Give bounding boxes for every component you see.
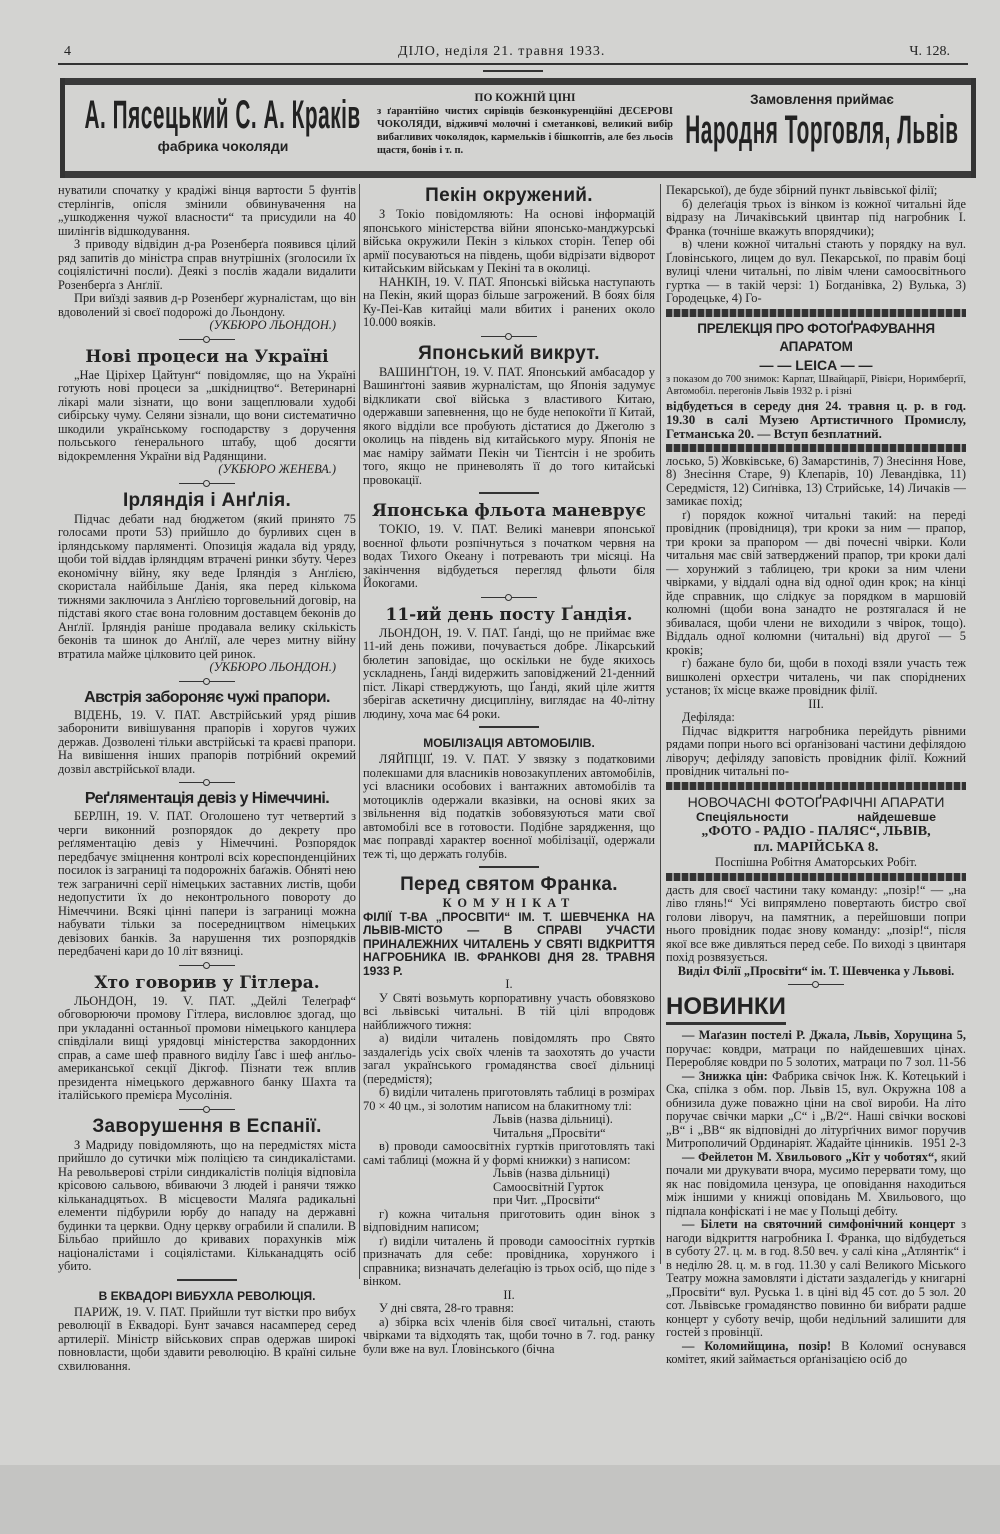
section-title: НОВИНКИ [666, 992, 786, 1025]
news-item [666, 1029, 966, 1070]
article-paragraph: Підчас дебати над бюджетом (який принято 75 голосами проти 53) прийшло до бурливих сцен в ірляндському парляменті. Опозиція жадала від уряду, щоби той віддав ірляндцям втрачені ринки збуту. Через економічну війну, яку веде Ірляндія з Анґлією, скористала найбільше Данія, яка перед кількома тижнями заключила з Анґлією торговельний договір, на підставі якого стає вона головним доставцем беконів до Анґлії. Ірляндія раніше продавала велику скількість беконів та шинок до Анґлії, але через митну війну втратила майже цілковито цей ринок. [58, 511, 356, 661]
article-headline: Хто говорив у Гітлера. [94, 972, 320, 993]
ad-tagline-right: найдешевше [857, 809, 936, 824]
article-source: (УКБЮРО ЛЬОНДОН.) [209, 318, 336, 332]
article-paragraph: Підчас відкриття нагробника перейдуть рівними рядами попри нього всі орґанізовані частини дефілядою ліворуч; дефіляду заповість провідник філії. Кожний провідник читальні по- [666, 723, 966, 778]
ad-border [666, 873, 966, 881]
news-lead: — Маґазин постелі Р. Джала, Львів, Хорущина 5, [682, 1028, 966, 1042]
signature: Виділ Філії „Просвіти“ ім. Т. Шевченка у Львові. [677, 963, 955, 978]
section-number: III. [808, 696, 824, 711]
ad-border [666, 444, 966, 452]
communique-subtitle: ФІЛІЇ Т-ВА „ПРОСВІТИ“ ІМ. Т. ШЕВЧЕНКА НА ЛЬВІВ-МІСТО — В СПРАВІ УЧАСТИ ПРИНАЛЕЖНИХ ЧИТАЛЕНЬ У СВЯТІ ВІДКРИТТЯ НАГРОБНИКА ІВ. ФРАНКОВІ ДНЯ 28. ТРАВНЯ 1933 Р. [363, 909, 655, 978]
ad-brand: А. Пясецький С. А. Краків [84, 93, 362, 137]
article-paragraph: г) бажане було би, щоби в поході взяли участь теж вишколені орхестри читалень, чи пак споріднених установ; їх місце вкаже провідник філії. [666, 656, 966, 697]
placard-text [363, 1113, 655, 1140]
leica-lecture-advertisement [666, 309, 966, 452]
article-headline: Ірляндія і Анґлія. [122, 489, 292, 511]
ad-schedule: відбудеться в середу дня 24. травня ц. р. в год. 19.30 в салі Музею Артистичного Промислу, Гетманська 20. — Вступ безплатний. [666, 397, 966, 441]
placard-line: при Чит. „Просвіти“ [493, 1193, 601, 1207]
article-paragraph: При виїзді заявив д-р Розенберґ журналістам, що він вдоволений зі своєї подорожі до Льондону. [58, 291, 356, 319]
chocolate-advertisement [60, 78, 976, 178]
news-text: який почали ми друкувати вчора, мусимо перервати тому, що як нас повідомила цензура, це оповідання находиться між іншими у книжці оповідань М. Хвильового, що підпала конфіскаті і не має у Польщі дебіту. [666, 1149, 966, 1218]
article-paragraph: в) члени кожної читальні стають у порядку на вул. Ґловінського, лицем до вул. Пекарської, по правім боці вулиці члени читальні, по лівім члени самоосвітнього гуртка — в такій черзі: 1) Богданівка, 2) Вулька, 3) Городецьке, 4) Го- [666, 237, 966, 305]
article-paragraph: ПАРИЖ, 19. V. ПАТ. Прийшли тут вістки про вибух революції в Еквадорі. Бунт зачався насамперед серед артилерії. Міністр військових справ одержав широкі повновласти, щоби здавити революцію. В країні сильне схвилювання. [58, 1304, 356, 1373]
ad-mid-title: ПО КОЖНІЙ ЦІНІ [474, 92, 576, 104]
article-paragraph: а) виділи читалень повідомлять про Свято заздалегідь усіх своїх членів та заохотять до участи загал українського громадянства своєї дільниці (передмістя); [363, 1031, 655, 1086]
section-number: I. [505, 977, 513, 991]
placard-line: Львів (назва дільниці). [493, 1112, 613, 1126]
separator-ornament [58, 675, 356, 687]
ad-brand: — — LEICA — — [759, 356, 873, 373]
ad-description [377, 92, 673, 157]
article-headline: 11-ий день посту Ґандія. [385, 604, 633, 625]
article-headline: Перед святом Франка. [400, 874, 618, 895]
news-lead: — Білети на святочний симфонічний концерт [682, 1217, 956, 1231]
ad-brand-sub: фабрика чоколяди [157, 138, 289, 154]
news-lead: — Знижка цін: [682, 1068, 768, 1083]
placard-line: Львів (назва дільниці) [493, 1166, 610, 1180]
article-paragraph: „Нае Ціріхер Цайтунґ“ повідомляє, що на Україні готують нові процеси за „шкідництво“. Ветеринарні лікарі мали зізнати, що вони защеплювали худобі сибірську чуму. Селяни зізнали, що вони систематично шкодили українському господарству з доручення польського ґенерального штабу, щоб досягти відокремлення України від Радянщини. [58, 367, 356, 463]
ad-shop-name: „ФОТО - РАДІО - ПАЛЯС“, ЛЬВІВ, [701, 824, 931, 839]
article-paragraph: ЛЬОНДОН, 19. V. ПАТ. „Дейлі Телеґраф“ обговорюючи промову Гітлера, висловлює здогад, що при укладанні останньої промови німецького канцлера співділали вищі урядовці міністерства закордонних справ, а саме шеф правного виділу Ґавс і шеф анґльо-американської секції Дікгоф. Пізнати теж вплив президента німецького державного банку Шахта та італійського премієра Мусолінія. [58, 993, 356, 1102]
ad-brand-block [73, 92, 373, 154]
column-divider [660, 184, 661, 1264]
column-2 [363, 184, 655, 1464]
news-text: Фабрика свічок Інж. К. Котецький і Ска, спілка з обм. пор. Львів 15, вул. Окружна 108 а обнизила дуже поважно ціни на свої вироби. На літо поручає свічки марки „С“ і „В/2“. Наші свічки воскові „В“ і „ВВ“ як відповідні до літурґічних вимог поручив Митрополичий Ординаріят. Жадайте цінників. [666, 1068, 966, 1150]
article-paragraph: Пекарської), де буде збірний пункт львівської філії; [666, 184, 938, 197]
news-item [666, 1218, 966, 1340]
article-headline: Реґляментація девіз у Німеччині. [84, 790, 330, 807]
article-headline: Японський викрут. [418, 342, 600, 364]
ad-address: пл. МАРІЙСЬКА 8. [753, 840, 879, 855]
article-paragraph: З Мадриду повідомляють, що на передмістях міста прийшло до сутички між поліцією та синдикалістами. На револьверові стріли синдикалістів поліція відповіла крісовою сальвою, вбиваючи 3 людей і ранячи тяжко кільканадцятьох. В місцевости Маляґа радикальні елементи підбурили юрбу до нападу на державні будинки та церкви. Одну церкву ограбили й спалили. В Більбао прийшло до кривавих порахунків між націоналістами і соціялістами. Кільканадцять осіб убито. [58, 1137, 356, 1273]
issue-number: Ч. 128. [909, 44, 950, 59]
news-text: з нагоди відкриття нагробника І. Франка, що відбудеться в суботу 27. ц. м. в год. 8.50 веч. у салі кіна „Атлянтік“ і в неділю 28. ц. м. в год. 11.30 у салі Великого Міського Театру можна замовляти і дістати заздалегідь у книгарні „Просвіти“ вул. Руська 1. в ціні від 45 сот. до 5 зол. 20 сот. Львівське громадянство повинно би вибрати радше концерт у суботу вечір, щоби недільний залишити для гостей з провінції. [666, 1217, 966, 1339]
article-paragraph: ЛЯЙПЦІҐ, 19. V. ПАТ. У звязку з податковими полекшами для власників новозакуплених автомобілів, усі власники особових і вантажних автомобілів та мотоциклів одержали вказівки, на основі яких за звільнення від податків зобовязуються мати свої автомобілі все в готовости. Подібне зарядження, що має поправді характер воєнної мобілізації, одержали теж ті, що держать голубів. [363, 752, 655, 861]
article-paragraph: в) проводи самоосвітніх гуртків приготовлять такі самі таблиці (можна й у формі книжки) з написом: [363, 1139, 655, 1167]
photo-shop-advertisement [666, 782, 966, 881]
article-paragraph: б) делеґація трьох із вінком із кожної читальні йде відразу на Личаківський цвинтар під нагробник І. Франка (точніше вкажуть впорядчики); [666, 196, 966, 238]
separator-ornament [666, 978, 966, 990]
separator-ornament [58, 776, 356, 788]
news-lead: — Фейлетон М. Хвильового „Кіт у чоботях“, [682, 1149, 938, 1164]
article-paragraph: З приводу відвідин д-ра Розенберґа появився цілий ряд запитів до міністра справ внутрішніх (зголосили їх соціялістичні посли). Деякі з послів жадали видалити Розенберґа з Анґлії. [58, 237, 356, 292]
separator-rule [363, 721, 655, 733]
ad-orders-block [677, 92, 967, 153]
placard-line: Самоосвітній Гурток [493, 1179, 604, 1194]
article-paragraph: лосько, 5) Жовківське, 6) Замарстинів, 7) Знесіння Нове, 8) Знесіння Старе, 9) Клепарів, 10) Левандівка, 11) Середмістя, 12) Сиґнівка, 13) Стрийське, 14) Личаків — замикає похід; [666, 453, 966, 508]
article-paragraph: ЛЬОНДОН, 19. V. ПАТ. Ґанді, що не приймає вже 11-ий день поживи, почувається добре. Лікарський бюлетин заповідає, що оскільки не буде якихось ускладнень, Ґанді видержить заповіджений 21-денний піст. Лікарі стверджують, що Ґанді, який ціле життя зберігав аскетичну дисципліну, виглядає на 40-літну людину, хоча має 64 роки. [363, 625, 655, 721]
article-paragraph: ТОКІО, 19. V. ПАТ. Великі маневри японської воєнної фльоти розпічнуться з початком червня на водах Тихого Океану і потревають три місяці. На закінчення відбудеться перегляд фльоти біля Йокогами. [363, 522, 655, 590]
ad-orders-label: Замовлення приймає [750, 92, 894, 107]
separator-ornament [363, 591, 655, 603]
article-paragraph: БЕРЛІН, 19. V. ПАТ. Оголошено тут четвертий з черги виконний розпорядок до декрету про реґляментацію девіз у Німеччині. Розпорядок передбачує зміцнення контролі всіх кореспонденційних посилок із заграниці та подорожніх баґажів. Обняті нею теж заграничні серії німецьких заставних листів, щоби недопустити їх до неконтрольного повороту до Німеччини. Всякі цінні папери із заграниці можна набувати тільки за посередництвом німецьких девізових банків. За нарушення тих розпорядків передбачені кари до 10 літ вязниці. [58, 809, 356, 958]
news-item [666, 1151, 966, 1219]
separator-rule [363, 861, 655, 873]
ad-code: 11-56 [937, 1055, 966, 1069]
article-paragraph: г) кожна читальня приготовить один вінок з відповідним написом; [363, 1206, 655, 1234]
article-paragraph: Дефіляда: [682, 710, 735, 724]
news-lead: — Коломийщина, позір! [682, 1338, 832, 1353]
separator-ornament [58, 477, 356, 489]
article-paragraph: ґ) виділи читалень й проводи самоосітніх гуртків призначать для себе: провідника, хорунжого і справника; визначать делеґацію із трьох осіб, що піде з вінком. [363, 1233, 655, 1288]
article-source: (УКБЮРО ЖЕНЕВА.) [218, 462, 336, 476]
page-number: 4 [64, 44, 71, 59]
ad-orders-company: Народня Торговля, Львів [685, 108, 959, 152]
article-paragraph: ВАШИНҐТОН, 19. V. ПАТ. Японський амбасадор у Вашинґтоні заявив журналістам, що Японія задумує відкликати свої війська з властивого Китаю, одержавши запевнення, що не буде непокоїти її Китай, якого відділи все пробують дістатися до Джеголю з околиць на південь від китайського муру. Японія не має наміру займати Пекін чи Тієнтсін і не зробить того, якщо не приневолять її до того китайські провокації. [363, 364, 655, 487]
header-rule [58, 63, 968, 77]
article-headline: В ЕКВАДОРІ ВИБУХЛА РЕВОЛЮЦІЯ. [98, 1288, 316, 1303]
news-item [666, 1070, 966, 1151]
ad-code: 1951 2-3 [921, 1136, 966, 1150]
page-header [58, 44, 968, 62]
ad-border [666, 309, 966, 317]
section-number: II. [503, 1287, 515, 1302]
news-item [666, 1340, 966, 1367]
ad-title: НОВОЧАСНІ ФОТОҐРАФІЧНІ АПАРАТИ [687, 793, 945, 810]
article-headline: Австрія забороняє чужі прапори. [84, 688, 330, 706]
article-paragraph: а) збірка всіх членів біля своєї читальні, стають чвірками та відходять так, щоби точно в 7. год. ранку були вже на вул. Ґловінського (бічна [363, 1314, 655, 1356]
ad-border [666, 782, 966, 790]
separator-ornament [58, 1103, 356, 1115]
placard-line: Читальня „Просвіти“ [493, 1125, 606, 1140]
article-paragraph: У дні свята, 28-го травня: [379, 1301, 514, 1315]
placard-text [363, 1167, 655, 1208]
separator-ornament [58, 959, 356, 971]
column-divider [359, 184, 360, 1279]
page-bottom-margin [0, 1465, 1000, 1534]
news-text: В Коломиї оснувався комітет, який займається орґанізацією осіб до [666, 1338, 966, 1366]
article-headline: Нові процеси на Україні [85, 346, 329, 367]
communique-title: КОМУНІКАТ [442, 896, 576, 910]
article-paragraph: У Святі возьмуть корпоративну участь обовязково всі львівські читальні. В тій цілі впродовж найближчого тижня: [363, 990, 655, 1032]
ad-service: Поспішна Робітня Аматорських Робіт. [715, 855, 917, 869]
article-headline: Заворушення в Еспанії. [92, 1115, 322, 1137]
separator-ornament [58, 333, 356, 345]
separator-ornament [363, 330, 655, 342]
news-text: поручає: ковдри, матраци по найдешевших цінах. Переробляє ковдри по 5 золотих, матраци по 7 зол. [666, 1041, 966, 1069]
article-paragraph: З Токіо повідомляють: На основі інформацій японського міністерства війни японсько-манджурські війська окружили Пекін з кількох сторін. Тепер обі армії посуваються на південь, щоби відрізати відворот китайським військам у Пекіні та в околиці. [363, 207, 655, 275]
article-headline: Японська фльота маневрує [372, 501, 646, 521]
ad-mid-text: з ґарантійно чистих сирівців безконкуренційні ДЕСЕРОВІ ЧОКОЛЯДИ, відживчі молочні і сметанкові, великий вибір вибагливих чоколядок, кармельків і бішкоптів, але без льосів щастя, бонів і т. п. [377, 106, 673, 156]
ad-tagline-row [666, 811, 966, 825]
ad-details: з показом до 700 знимок: Карпат, Швайцарії, Рівієри, Норимберґії, Автомобіл. перегонів Львів 1932 р. і різні [666, 373, 966, 397]
article-paragraph: НАНКІН, 19. V. ПАТ. Японські війська наступають на Пекін, який щораз більше загрожений. В боях біля Ку-Пеі-Кав китайці мали вбитих і ранених около 10.000 вояків. [363, 274, 655, 329]
article-paragraph: ґ) порядок кожної читальні такий: на переді провідник (провідниця), три кроки за ним — прапор, три кроки за прапором — дві почесні чвірки. Коли читальня має свій затверджений прапор, три кроки далі — хорунжий з таблицею, три кроки за ним члени чвірками, у віддалі одна від одної один крок; на кінці йде справник, що слідкує за порядком в маршовій колюмні (щоби вона занадто не розтягалася й не збивалася, щоби члени не виходили з чвірок, тощо). Віддаль одної колюмни (читальні) від другої — 5 кроків; [666, 507, 966, 657]
separator-rule [58, 1274, 356, 1286]
ad-tagline-left: Спеціяльности [696, 809, 789, 824]
article-source: (УКБЮРО ЛЬОНДОН.) [209, 660, 336, 674]
separator-rule [363, 487, 655, 499]
column-1 [58, 184, 356, 1459]
column-3 [666, 184, 966, 1454]
article-paragraph: б) виділи читалень приготовлять таблиці в розмірах 70 × 40 цм., зі золотим написом на блакитному тлі: [363, 1085, 655, 1113]
article-headline: Пекін окружений. [425, 185, 593, 206]
article-headline: МОБІЛІЗАЦІЯ АВТОМОБІЛІВ. [423, 736, 595, 750]
article-paragraph: дасть для своєї частини таку команду: „позір!“ — „на ліво глянь!“ Усі випрямлено повертають бистро свої голови ліворуч, на памятник, а перейшовши попри нього провідник подає знову команду: „позір!“, після якої все вже дивляться перед себе. По виході з цвинтаря похід розвязується. [666, 882, 966, 964]
article-paragraph: ВІДЕНЬ, 19. V. ПАТ. Австрійський уряд рішив заборонити вивішування прапорів і хоругов чужих держав. Дозволені тільки австрійські та краєві прапори. На вивішення інших прапорів потрібний окремий дозвіл австрійської влади. [58, 707, 356, 776]
article-paragraph: нуватили спочатку у крадіжі вінця вартости 5 фунтів стерлінгів, опісля змінили обвинувачення на „ушкодження чужої власности“ та присудили на 40 шилінгів відшкодування. [58, 184, 356, 238]
section-title-wrap [666, 990, 966, 1029]
ad-title: ПРЕЛЕКЦІЯ ПРО ФОТОҐРАФУВАННЯ АПАРАТОМ [697, 320, 935, 354]
masthead: ДІЛО, неділя 21. травня 1933. [398, 44, 606, 59]
